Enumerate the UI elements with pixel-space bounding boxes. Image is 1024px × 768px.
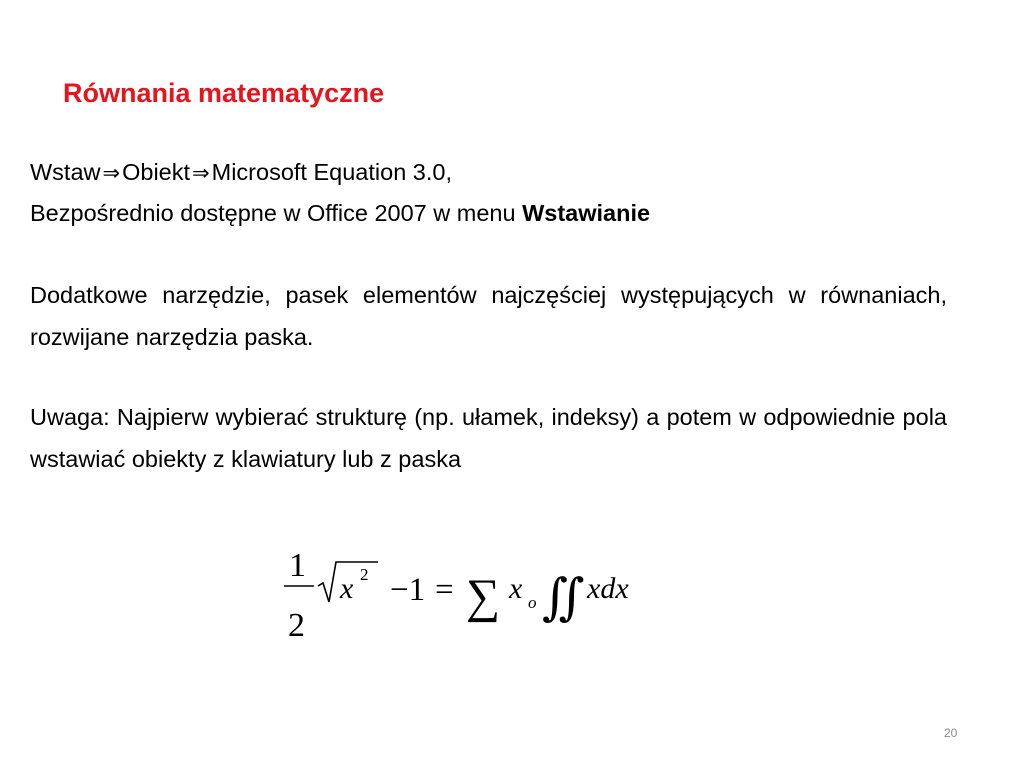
path-step-insert: Wstaw <box>30 159 101 185</box>
sum-variable: x <box>509 572 523 605</box>
fraction-numerator: 1 <box>289 547 306 584</box>
equals-sign: = <box>435 572 454 608</box>
slide-title: Równania matematyczne <box>63 78 385 108</box>
paragraph-toolbar: Dodatkowe narzędzie, pasek elementów najczęściej występujących w równaniach, rozwijane narzędzia paska. <box>30 282 947 350</box>
paragraph-note: Uwaga: Najpierw wybierać strukturę (np. ułamek, indeksy) a potem w odpowiednie pola wstawiać obiekty z klawiatury lub z paska <box>30 404 947 472</box>
page-number: 20 <box>944 726 958 740</box>
right-arrow-icon: ⇒ <box>192 161 210 185</box>
double-integral-icon: ∬ <box>542 569 585 625</box>
path-step-equation: Microsoft Equation 3.0, <box>211 159 452 185</box>
exponent: 2 <box>360 565 369 584</box>
path-step-object: Obiekt <box>122 159 191 185</box>
minus-one: −1 <box>390 572 426 608</box>
integrand: xdx <box>587 572 629 605</box>
math-equation <box>280 540 660 650</box>
right-arrow-icon: ⇒ <box>102 161 121 185</box>
office-note-text: Bezpośrednio dostępne w Office 2007 w menu <box>30 200 516 226</box>
office-note-menu: Wstawianie <box>522 200 651 226</box>
subscript: o <box>528 593 537 612</box>
root-variable: x <box>340 572 354 605</box>
fraction-denominator: 2 <box>288 607 305 644</box>
insert-path-line <box>30 157 452 188</box>
summation-icon: ∑ <box>466 570 501 623</box>
office-note-line <box>30 198 650 228</box>
